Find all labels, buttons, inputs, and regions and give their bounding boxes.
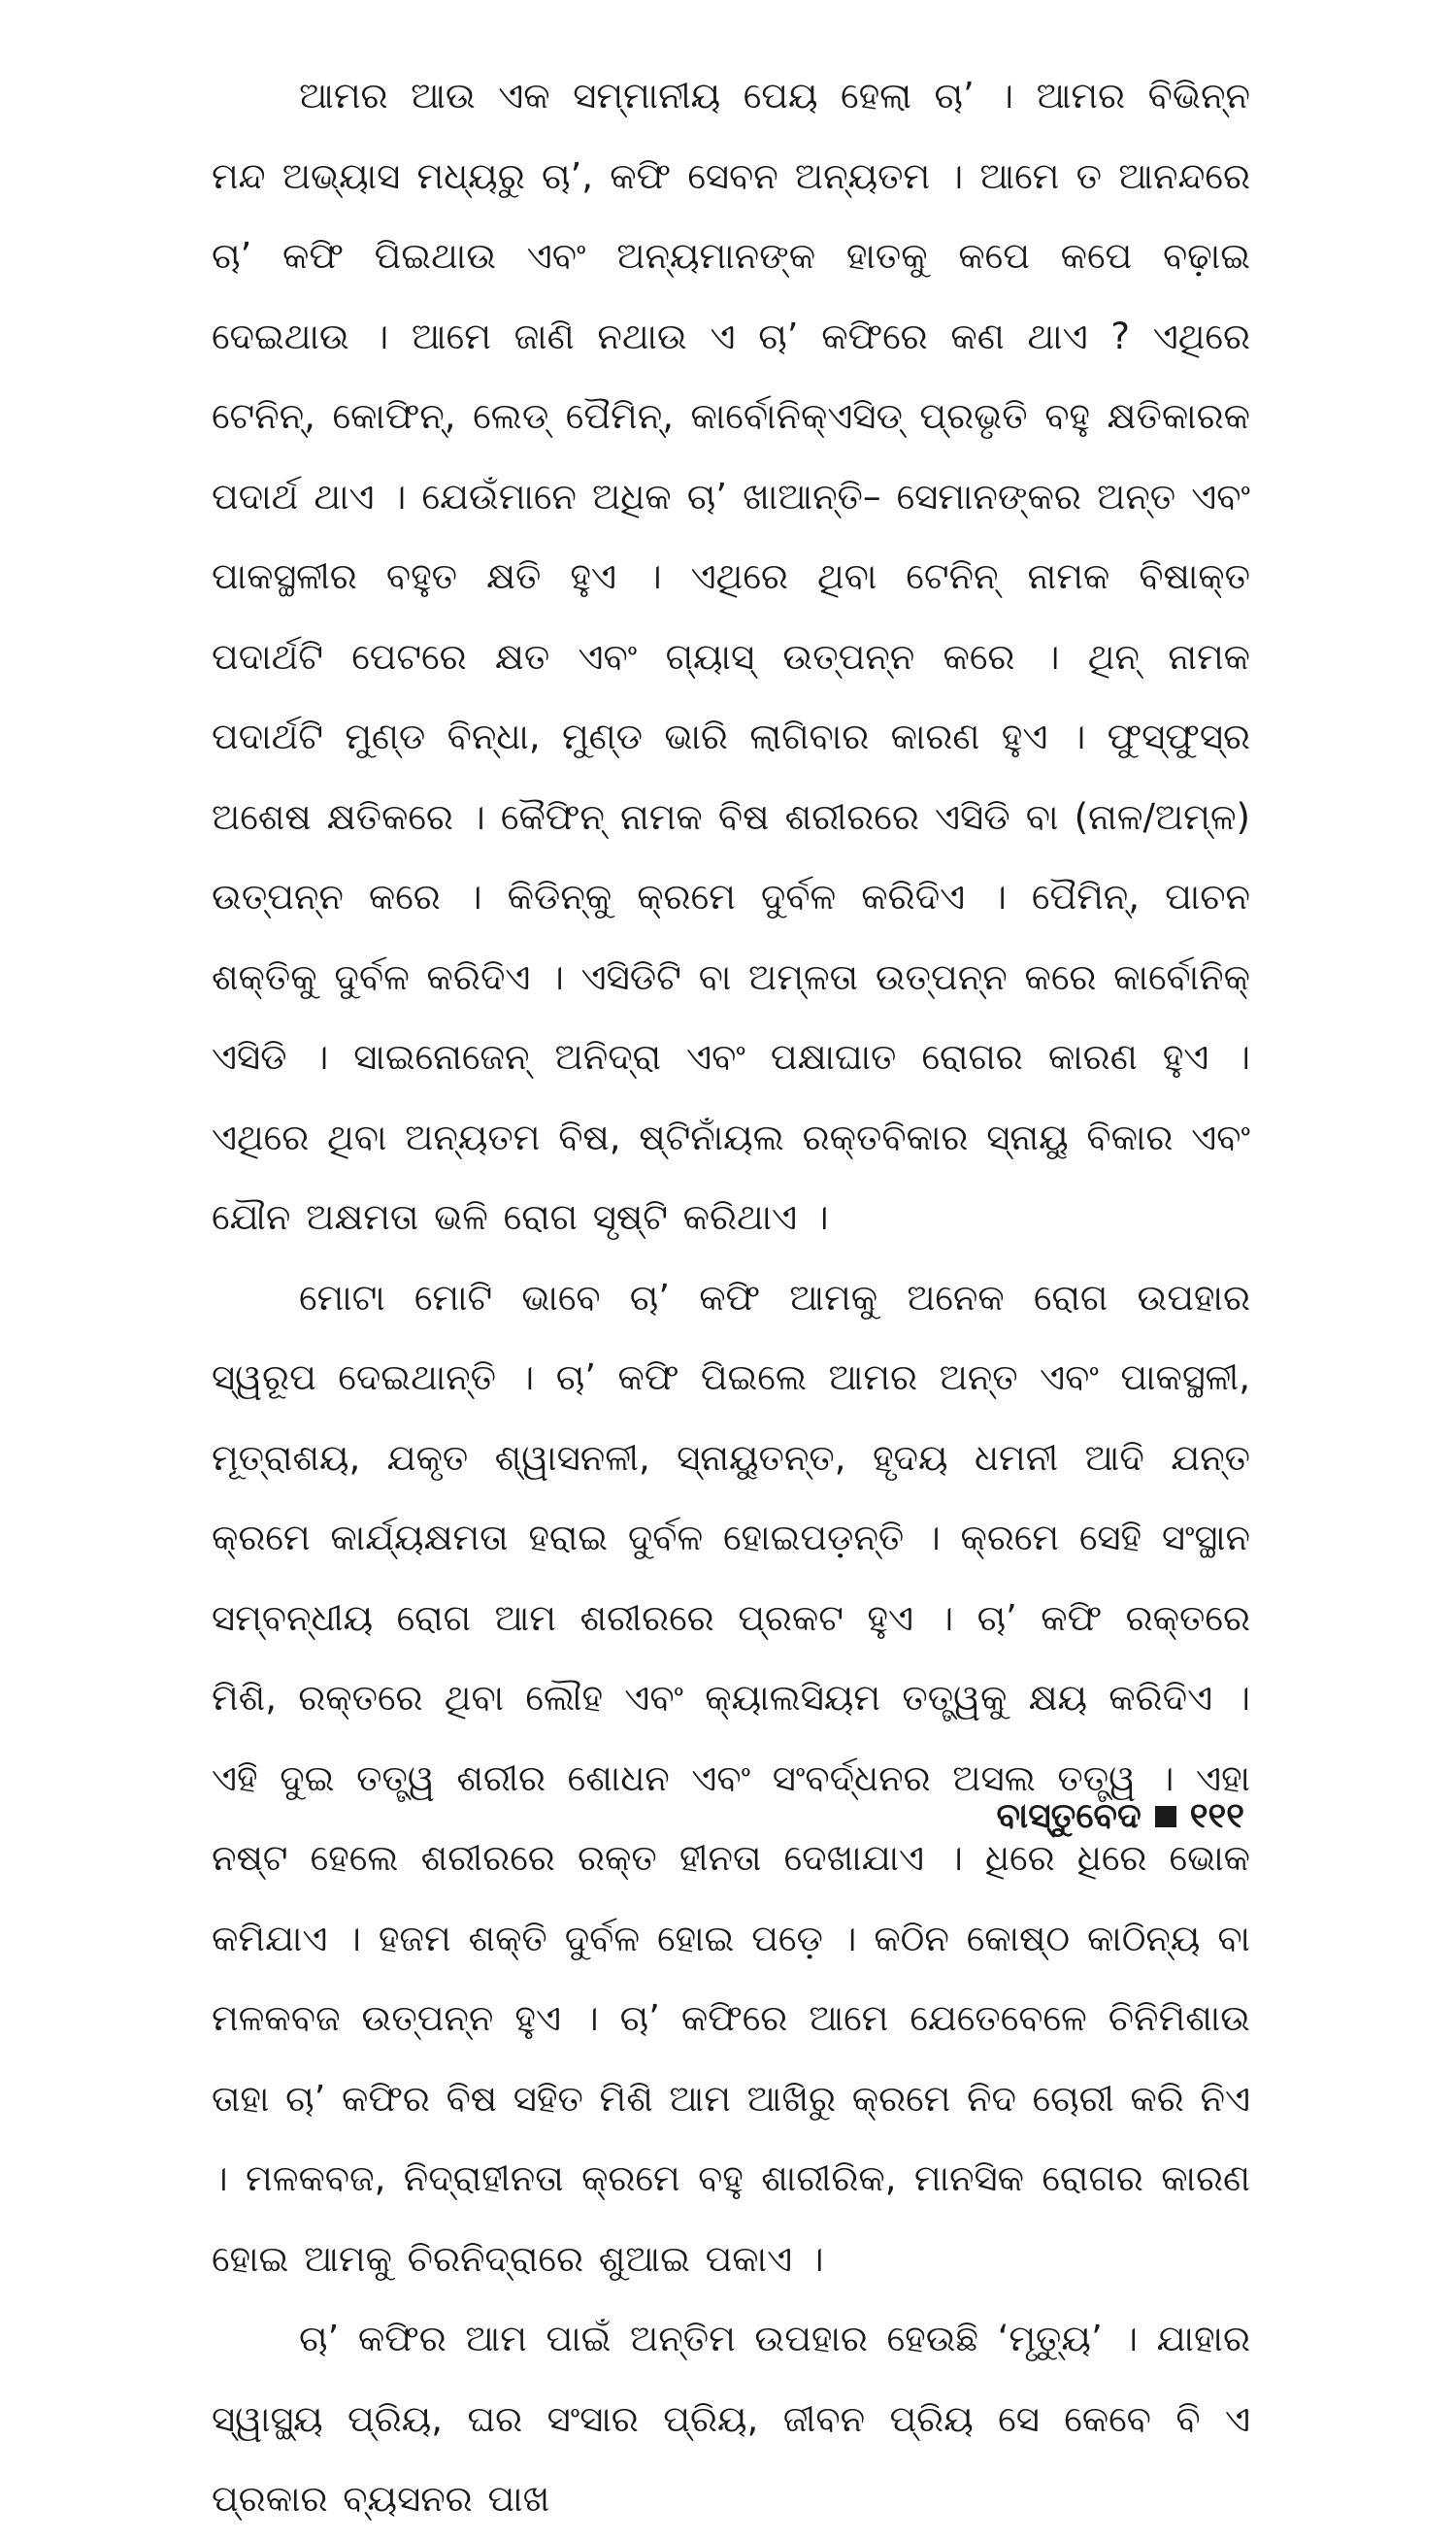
page-number: ୧୧୧ — [1189, 1796, 1244, 1836]
book-title: ବାସ୍ତୁବେଦ — [996, 1796, 1142, 1836]
paragraph-1: ଆମର ଆଉ ଏକ ସମ୍ମାନୀୟ ପେୟ ହେଲା ଚା’ । ଆମର ବିଭିନ୍ନ ମନ୍ଦ ଅଭ୍ୟାସ ମଧ୍ୟରୁ ଚା’, କଫି ସେବନ ଅନ୍ୟତମ । ଆମେ ତ ଆନନ୍ଦରେ ଚା’ କଫି ପିଇଥାଉ ଏବଂ ଅନ୍ୟମାନଙ୍କ ହାତକୁ କପେ କପେ ବଢ଼ାଇ ଦେଇଥାଉ । ଆମେ ଜାଣି ନଥାଉ ଏ ଚା’ କଫିରେ କଣ ଥାଏ ? ଏଥିରେ ଟେନିନ୍, କୋଫିନ୍, ଲେଡ୍ ପୈମିନ୍, କାର୍ବୋନିକ୍‌ଏସିଡ୍ ପ୍ରଭୃତି ବହୁ କ୍ଷତିକାରକ ପଦାର୍ଥ ଥାଏ । ଯେଉଁମାନେ ଅଧିକ ଚା’ ଖାଆନ୍ତି– ସେମାନଙ୍କର ଅନ୍ତ ଏବଂ ପାକସ୍ଥଳୀର ବହୁତ କ୍ଷତି ହୁଏ । ଏଥିରେ ଥିବା ଟେନିନ୍ ନାମକ ବିଷାକ୍ତ ପଦାର୍ଥଟି ପେଟରେ କ୍ଷତ ଏବଂ ଗ୍ୟାସ୍ ଉତ୍ପନ୍ନ କରେ । ଥିନ୍ ନାମକ ପଦାର୍ଥଟି ମୁଣ୍ଡ ବିନ୍ଧା, ମୁଣ୍ଡ ଭାରି ଲାଗିବାର କାରଣ ହୁଏ । ଫୁସ୍‌ଫୁସ୍‌ର ଅଶେଷ କ୍ଷତିକରେ । କୈଫିନ୍ ନାମକ ବିଷ ଶରୀରରେ ଏସିଡି ବା (ନାଳ/ଅମ୍ଳ) ଉତ୍ପନ୍ନ କରେ । କିଡିନ୍‌କୁ କ୍ରମେ ଦୁର୍ବଳ କରିଦିଏ । ପୈମିନ୍, ପାଚନ ଶକ୍ତିକୁ ଦୁର୍ବଳ କରିଦିଏ । ଏସିଡିଟି ବା ଅମ୍ଳତା ଉତ୍ପନ୍ନ କରେ କାର୍ବୋନିକ୍ ଏସିଡି । ସାଇନୋଜେନ୍ ଅନିଦ୍ରା ଏବଂ ପକ୍ଷାଘାତ ରୋଗର କାରଣ ହୁଏ । ଏଥିରେ ଥିବା ଅନ୍ୟତମ ବିଷ, ଷ୍ଟିନାଁୟଲ ରକ୍ତବିକାର ସ୍ନାୟୁ ବିକାର ଏବଂ ଯୌନ ଅକ୍ଷମତା ଭଳି ରୋଗ ସୃଷ୍ଟି କରିଥାଏ । — [212, 75, 1250, 1238]
paragraph-2: ମୋଟା ମୋଟି ଭାବେ ଚା’ କଫି ଆମକୁ ଅନେକ ରୋଗ ଉପହାର ସ୍ୱରୂପ ଦେଇଥାନ୍ତି । ଚା’ କଫି ପିଇଲେ ଆମର ଅନ୍ତ ଏବଂ ପାକସ୍ଥଳୀ, ମୂତ୍ରାଶୟ, ଯକୃତ ଶ୍ୱାସନଳୀ, ସ୍ନାୟୁତନ୍ତ, ହୃଦୟ ଧମନୀ ଆଦି ଯନ୍ତ କ୍ରମେ କାର୍ଯ୍ୟକ୍ଷମତା ହରାଇ ଦୁର୍ବଳ ହୋଇପଡ଼ନ୍ତି । କ୍ରମେ ସେହି ସଂସ୍ଥାନ ସମ୍ବନ୍ଧୀୟ ରୋଗ ଆମ ଶରୀରରେ ପ୍ରକଟ ହୁଏ । ଚା’ କଫି ରକ୍ତରେ ମିଶି, ରକ୍ତରେ ଥିବା ଲୌହ ଏବଂ କ୍ୟାଲସିୟମ ତତ୍ତ୍ୱକୁ କ୍ଷୟ କରିଦିଏ । ଏହି ଦୁଇ ତତ୍ତ୍ୱ ଶରୀର ଶୋଧନ ଏବଂ ସଂବର୍ଦ୍ଧନର ଅସଲ ତତ୍ତ୍ୱ । ଏହା ନଷ୍ଟ ହେଲେ ଶରୀରରେ ରକ୍ତ ହୀନତା ଦେଖାଯାଏ । ଧିରେ ଧିରେ ଭୋକ କମିଯାଏ । ହଜମ ଶକ୍ତି ଦୁର୍ବଳ ହୋଇ ପଡ଼େ । କଠିନ କୋଷ୍ଠ କାଠିନ୍ୟ ବା ମଳକବଜ ଉତ୍ପନ୍ନ ହୁଏ । ଚା’ କଫିରେ ଆମେ ଯେତେବେଳେ ଚିନିମିଶାଉ ତାହା ଚା’ କଫିର ବିଷ ସହିତ ମିଶି ଆମ ଆଖିରୁ କ୍ରମେ ନିଦ ଚୋରୀ କରି ନିଏ । ମଳକବଜ, ନିଦ୍ରାହୀନତା କ୍ରମେ ବହୁ ଶାରୀରିକ, ମାନସିକ ରୋଗର କାରଣ ହୋଇ ଆମକୁ ଚିରନିଦ୍ରାରେ ଶୁଆଇ ପକାଏ । — [212, 1276, 1250, 2280]
body-text — [212, 56, 1250, 2540]
page-footer — [996, 1796, 1244, 1837]
square-bullet-icon — [1155, 1806, 1176, 1827]
paragraph-3: ଚା’ କଫିର ଆମ ପାଇଁ ଅନ୍ତିମ ଉପହାର ହେଉଛି ‘ମୃତ୍ୟୁ’ । ଯାହାର ସ୍ୱାସ୍ଥ୍ୟ ପ୍ରିୟ, ଘର ସଂସାର ପ୍ରିୟ, ଜୀବନ ପ୍ରିୟ ସେ କେବେ ବି ଏ ପ୍ରକାର ବ୍ୟସନର ପାଖ — [212, 2318, 1250, 2520]
